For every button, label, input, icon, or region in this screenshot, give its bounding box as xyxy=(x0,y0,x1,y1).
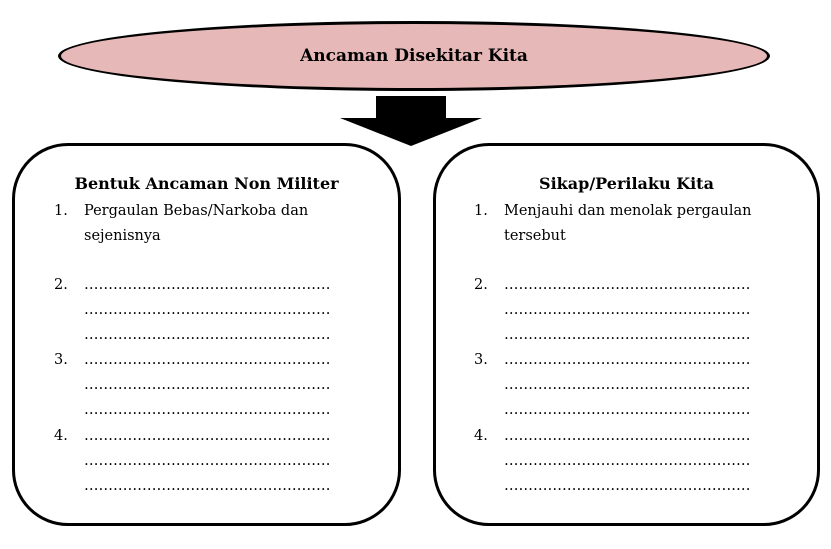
title-oval xyxy=(58,21,770,91)
attitude-box xyxy=(433,143,820,526)
blank-line: …………………………………………… xyxy=(504,302,751,318)
blank-line: …………………………………………… xyxy=(504,277,751,293)
blank-line: …………………………………………… xyxy=(504,377,751,393)
blank-line: …………………………………………… xyxy=(504,453,751,469)
item-number: 2. xyxy=(474,277,488,293)
item-number: 3. xyxy=(54,352,68,368)
blank-line: …………………………………………… xyxy=(84,428,331,444)
blank-line: …………………………………………… xyxy=(84,402,331,418)
item-number: 2. xyxy=(54,277,68,293)
blank-line: …………………………………………… xyxy=(84,478,331,494)
blank-line: …………………………………………… xyxy=(84,302,331,318)
blank-line: …………………………………………… xyxy=(504,352,751,368)
blank-line: …………………………………………… xyxy=(84,277,331,293)
item-number: 4. xyxy=(474,428,488,444)
item-text: sejenisnya xyxy=(84,228,161,244)
item-number: 4. xyxy=(54,428,68,444)
attitude-heading: Sikap/Perilaku Kita xyxy=(539,174,714,193)
item-number: 3. xyxy=(474,352,488,368)
item-number: 1. xyxy=(474,203,488,219)
item-text: Pergaulan Bebas/Narkoba dan xyxy=(84,203,309,219)
blank-line: …………………………………………… xyxy=(504,478,751,494)
down-arrow-icon xyxy=(340,96,482,146)
item-number: 1. xyxy=(54,203,68,219)
blank-line: …………………………………………… xyxy=(504,428,751,444)
item-text: tersebut xyxy=(504,228,566,244)
blank-line: …………………………………………… xyxy=(84,352,331,368)
blank-line: …………………………………………… xyxy=(84,377,331,393)
item-text: Menjauhi dan menolak pergaulan xyxy=(504,203,752,219)
diagram-title: Ancaman Disekitar Kita xyxy=(300,46,528,66)
blank-line: …………………………………………… xyxy=(84,327,331,343)
blank-line: …………………………………………… xyxy=(84,453,331,469)
blank-line: …………………………………………… xyxy=(504,402,751,418)
threat-forms-box xyxy=(12,143,401,526)
blank-line: …………………………………………… xyxy=(504,327,751,343)
threat-forms-heading: Bentuk Ancaman Non Militer xyxy=(74,174,339,193)
